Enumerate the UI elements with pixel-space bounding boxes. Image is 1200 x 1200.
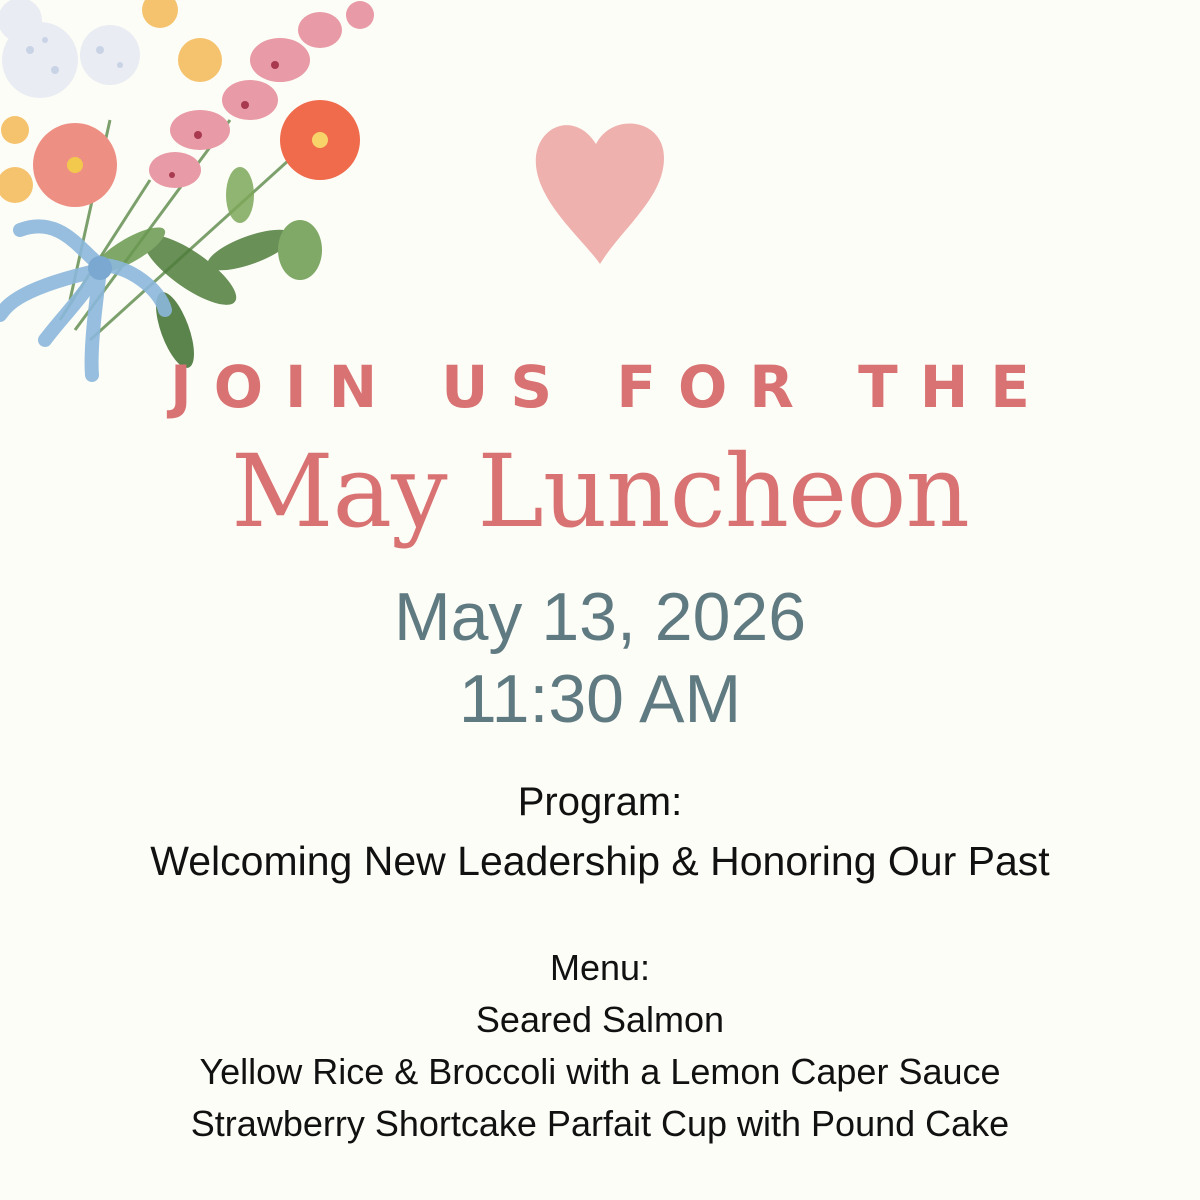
kicker-heading: JOIN US FOR THE [170,353,1052,421]
event-title: May Luncheon [231,433,969,550]
menu-item: Seared Salmon [475,999,725,1040]
menu-item: Yellow Rice & Broccoli with a Lemon Caper Sauce [199,1051,1001,1092]
program-heading: Program: [517,780,683,824]
event-time: 11:30 AM [458,661,742,737]
program-description: Welcoming New Leadership & Honoring Our Past [150,838,1050,884]
heart-icon [532,118,668,264]
menu-heading: Menu: [549,947,651,988]
menu-item: Strawberry Shortcake Parfait Cup with Pound Cake [190,1103,1010,1144]
event-date: May 13, 2026 [393,579,807,655]
floral-bouquet-illustration [0,0,390,390]
